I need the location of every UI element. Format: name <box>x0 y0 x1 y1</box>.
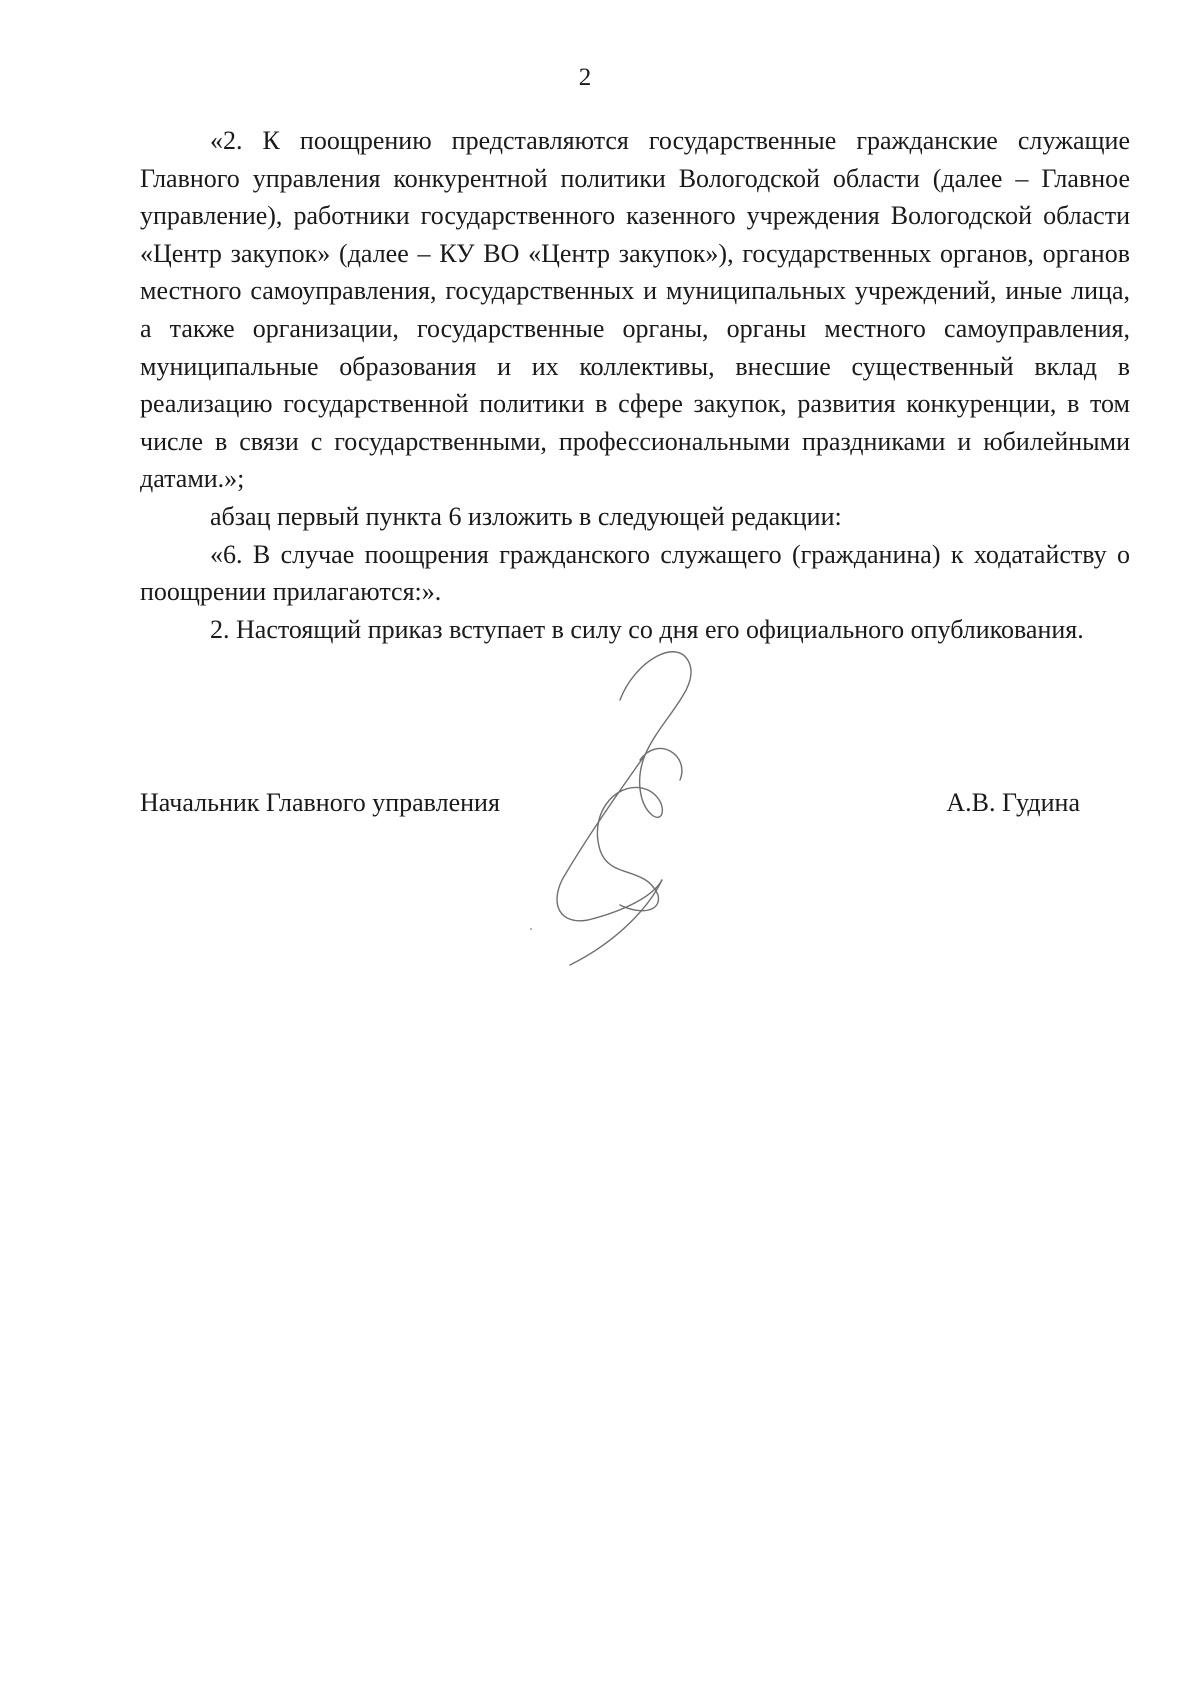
paragraph-effective-date: 2. Настоящий приказ вступает в силу со дня его официального опубликования. <box>210 614 1084 644</box>
page-number: 2 <box>578 64 592 91</box>
signer-title: Начальник Главного управления <box>140 788 500 817</box>
paragraph-amendment-item-6: «6. В случае поощрения гражданского служащего (гражданина) к ходатайству о поощрении прилагаются:». <box>140 539 1130 607</box>
document-body <box>140 122 1130 648</box>
handwritten-signature <box>540 640 760 970</box>
paragraph-instruction: абзац первый пункта 6 изложить в следующей редакции: <box>210 501 842 531</box>
paragraph-amendment-item-2: «2. К поощрению представляются государственные гражданские служащие Главного управления конкурентной политики Вологодской области (далее – Главное управление), работники государственного казенного учреждения Вологодской области «Центр закупок» (далее – КУ ВО «Центр закупок»), государственных органов, органов местного самоуправления, государственных и муниципальных учреждений, иные лица, а также организации, государственные органы, органы местного самоуправления, муниципальные образования и их коллективы, внесшие существенный вклад в реализацию государственной политики в сфере закупок, развития конкуренции, в том числе в связи с государственными, профессиональными праздниками и юбилейными датами.»; <box>140 126 1130 494</box>
scan-speck <box>530 928 532 930</box>
signer-name: А.В. Гудина <box>946 788 1080 817</box>
